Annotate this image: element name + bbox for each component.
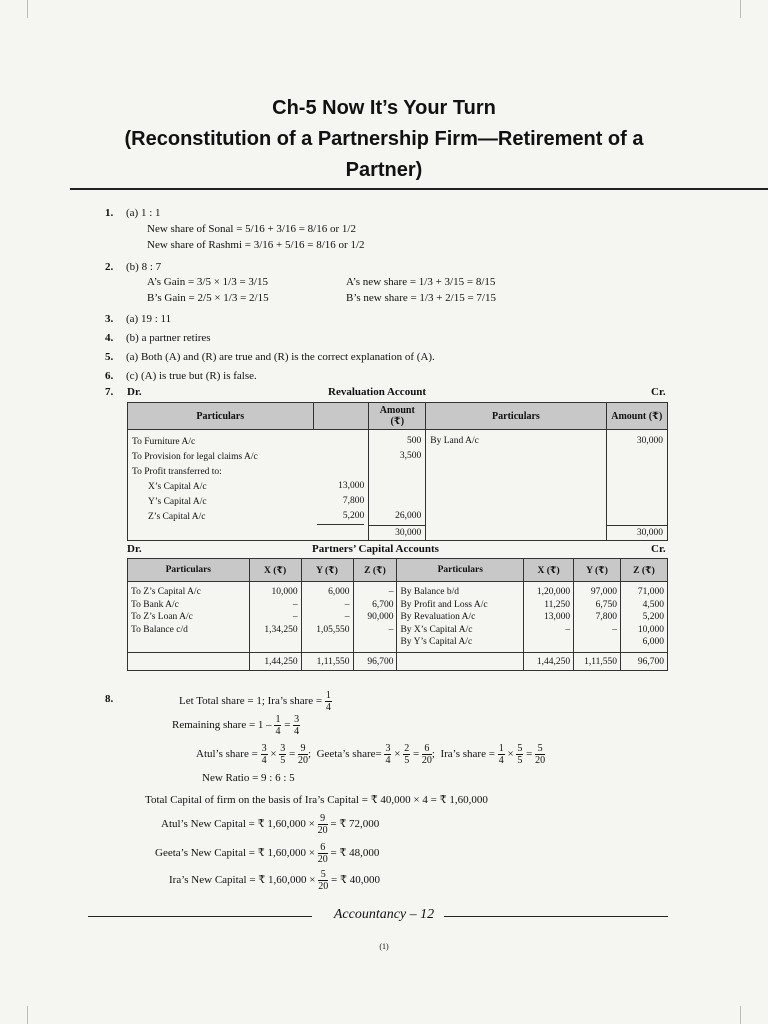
table-cell	[397, 582, 524, 653]
question-number: 7.	[105, 386, 114, 398]
header-sub	[313, 403, 369, 430]
header-particulars: Particulars	[397, 559, 524, 582]
cell-value	[305, 636, 350, 649]
cell-value: 5,200	[642, 612, 664, 622]
atul-new-capital: Atul’s New Capital = ₹ 1,60,000 × $\frac{9}{20}$ = ₹ 72,000	[161, 813, 380, 836]
cell-value: 1,20,000	[536, 587, 571, 597]
partners-capital-table	[127, 558, 668, 671]
cell-value: 90,000	[367, 612, 394, 622]
question-number: 5.	[105, 351, 114, 363]
cell-value: 13,000	[543, 612, 571, 622]
table-cell	[301, 582, 353, 653]
table-cell	[524, 582, 574, 653]
credit-amount: 30,000	[606, 430, 667, 526]
cell-value: 6,000	[328, 587, 350, 597]
title-line-3: Partner)	[345, 159, 423, 181]
cell-value: 97,000	[590, 587, 618, 597]
total-cell: 96,700	[353, 653, 397, 671]
total-capital: Total Capital of firm on the basis of Ira’s Capital = ₹ 40,000 × 4 = ₹ 1,60,000	[145, 794, 488, 806]
dr-label: Dr.	[127, 543, 142, 555]
table-cell	[574, 582, 621, 653]
cell-value: –	[388, 587, 394, 597]
dr-label: Dr.	[127, 386, 142, 398]
question-number: 6.	[105, 370, 114, 382]
cell-value	[577, 636, 617, 649]
cell-value: –	[388, 624, 394, 635]
revaluation-account-table	[127, 402, 668, 541]
header-particulars: Particulars	[128, 403, 314, 430]
totals-row	[128, 653, 668, 671]
cell-value: To Z’s Capital A/c	[131, 587, 201, 597]
debit-particulars: To Furniture A/c To Provision for legal claims A/c To Profit transferred to: X’s Capital A/c Y’s Capital A/c Z’s Capital A/c	[128, 430, 314, 526]
cell-value: 1,34,250	[264, 624, 298, 635]
cell-value: 10,000	[637, 624, 664, 635]
footer-rule	[444, 916, 668, 917]
working-line: New share of Sonal = 5/16 + 3/16 = 8/16 or 1/2	[147, 223, 356, 235]
cell-value: By Y’s Capital A/c	[400, 637, 473, 647]
q8-line-2: Remaining share = 1 – $\frac{1}{4}$ = $\frac{3}{4}$	[172, 714, 300, 737]
total-cell: 1,44,250	[524, 653, 574, 671]
table-cell	[128, 582, 250, 653]
debit-amounts: 500 3,500 26,000	[369, 430, 426, 526]
cell-value: By Balance b/d	[400, 587, 460, 597]
empty-cell	[313, 525, 369, 540]
cell-value: 10,000	[271, 587, 298, 597]
cell-value: 4,500	[642, 599, 664, 610]
header-amount: Amount (₹)	[369, 403, 426, 430]
title-line-2: (Reconstitution of a Partnership Firm—Retirement of a	[124, 128, 644, 150]
cell-value: To Z’s Loan A/c	[131, 612, 193, 622]
answer-option: (a) Both (A) and (R) are true and (R) is the correct explanation of (A).	[126, 351, 435, 363]
cell-value: 11,250	[544, 599, 571, 610]
new-ratio: New Ratio = 9 : 6 : 5	[202, 772, 295, 784]
page-number: (1)	[379, 942, 389, 951]
answer-option: (a) 19 : 11	[126, 313, 172, 325]
cell-value: –	[612, 624, 618, 635]
answer-option: (b) 8 : 7	[126, 261, 162, 273]
working-line: A’s new share = 1/3 + 3/15 = 8/15	[346, 276, 496, 288]
cell-value: By Profit and Loss A/c	[400, 599, 488, 610]
cell-value	[527, 636, 570, 649]
table-cell	[621, 582, 668, 653]
table-row	[128, 582, 668, 653]
working-line: A’s Gain = 3/5 × 1/3 = 3/15	[147, 276, 268, 288]
working-line: New share of Rashmi = 3/16 + 5/16 = 8/16 or 1/2	[147, 239, 365, 251]
cell-value: –	[344, 599, 350, 610]
ira-new-capital: Ira’s New Capital = ₹ 1,60,000 × $\frac{5}{20}$ = ₹ 40,000	[169, 869, 380, 892]
header-y: Y (₹)	[574, 559, 621, 582]
crop-mark	[27, 1006, 28, 1024]
cr-label: Cr.	[651, 543, 666, 555]
header-z: Z (₹)	[353, 559, 397, 582]
cr-label: Cr.	[651, 386, 666, 398]
cell-value: –	[292, 599, 298, 610]
cell-value: –	[565, 624, 571, 635]
answer-option: (b) a partner retires	[126, 332, 211, 344]
cell-value: –	[344, 612, 350, 622]
share-amounts: 13,000 7,800 5,200	[313, 430, 369, 526]
table-cell	[249, 582, 301, 653]
title-rule	[70, 188, 768, 190]
cell-value: 6,000	[642, 637, 664, 647]
header-z: Z (₹)	[621, 559, 668, 582]
title-line-1: Ch-5 Now It’s Your Turn	[272, 97, 496, 119]
empty-cell	[426, 525, 606, 540]
question-number: 2.	[105, 261, 114, 273]
crop-mark	[27, 0, 28, 18]
cell-value: 7,800	[595, 612, 618, 622]
total-cell: 1,11,550	[301, 653, 353, 671]
cell-value	[131, 636, 246, 649]
cell-value: –	[292, 612, 298, 622]
footer-title: Accountancy – 12	[333, 907, 435, 922]
q8-line-1: Let Total share = 1; Ira’s share = $\frac{1}{4}$	[179, 690, 331, 713]
cell-value: By X’s Capital A/c	[400, 624, 473, 635]
total-cell	[128, 653, 250, 671]
cell-value: To Bank A/c	[131, 599, 179, 610]
question-number: 1.	[105, 207, 114, 219]
total-credit: 30,000	[606, 525, 667, 540]
cell-value: 1,05,550	[316, 624, 350, 635]
total-cell: 1,11,550	[574, 653, 621, 671]
geeta-new-capital: Geeta’s New Capital = ₹ 1,60,000 × $\frac{6}{20}$ = ₹ 48,000	[155, 842, 380, 865]
table-cell	[353, 582, 397, 653]
cell-value	[253, 636, 298, 649]
total-cell: 96,700	[621, 653, 668, 671]
total-cell: 1,44,250	[249, 653, 301, 671]
page-title	[0, 93, 768, 186]
cell-value: 71,000	[637, 587, 664, 597]
capital-title: Partners’ Capital Accounts	[312, 543, 439, 555]
header-particulars: Particulars	[128, 559, 250, 582]
crop-mark	[740, 1006, 741, 1024]
crop-mark	[740, 0, 741, 18]
header-y: Y (₹)	[301, 559, 353, 582]
question-number: 3.	[105, 313, 114, 325]
cell-value: To Balance c/d	[131, 624, 188, 635]
cell-value	[357, 636, 394, 649]
header-x: X (₹)	[249, 559, 301, 582]
working-line: B’s Gain = 2/5 × 1/3 = 2/15	[147, 292, 269, 304]
header-x: X (₹)	[524, 559, 574, 582]
header-amount: Amount (₹)	[606, 403, 667, 430]
total-debit: 30,000	[369, 525, 426, 540]
empty-cell	[128, 525, 314, 540]
cell-value: 6,750	[595, 599, 618, 610]
question-number: 8.	[105, 693, 114, 705]
question-number: 4.	[105, 332, 114, 344]
cell-value: By Revaluation A/c	[400, 612, 476, 622]
q8-line-3: Atul’s share = $\frac{3}{4}$ × $\frac{3}{5}$ = $\frac{9}{20}$ ; Geeta’s share= $\frac{3}{4}$ × $\frac{2}{5}$ = $\frac{6}{20}$ ; Ira’s share = $\frac{1}{4}$ × $\frac{5}{5}$ = $\frac{5}{20}$	[196, 743, 546, 766]
header-particulars: Particulars	[426, 403, 606, 430]
cell-value: 6,700	[372, 599, 394, 610]
answer-option: (a) 1 : 1	[126, 207, 161, 219]
revaluation-title: Revaluation Account	[328, 386, 427, 398]
working-line: B’s new share = 1/3 + 2/15 = 7/15	[346, 292, 496, 304]
answer-option: (c) (A) is true but (R) is false.	[126, 370, 257, 382]
total-cell	[397, 653, 524, 671]
credit-particulars: By Land A/c	[426, 430, 606, 526]
